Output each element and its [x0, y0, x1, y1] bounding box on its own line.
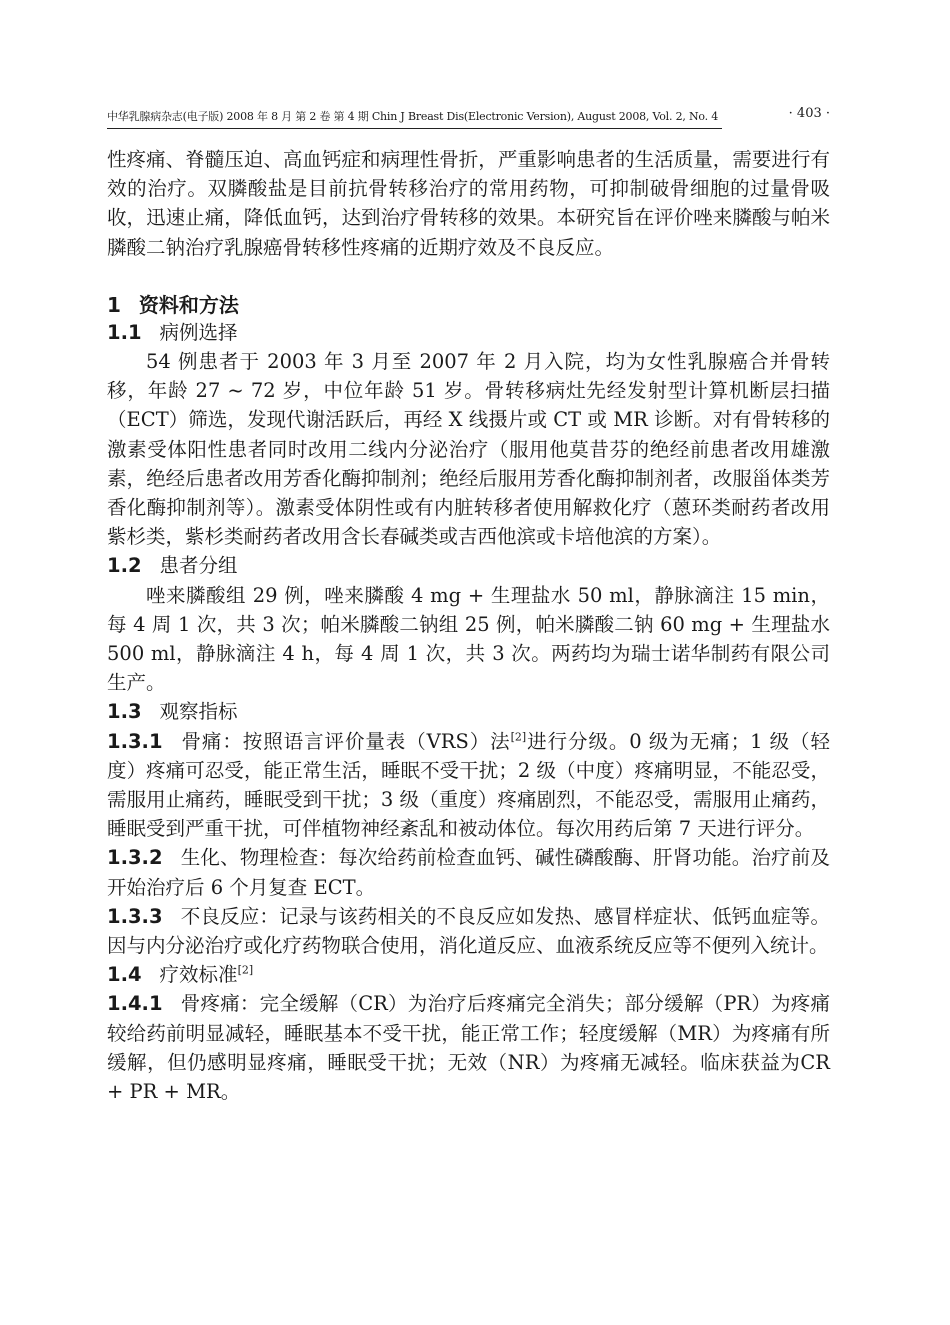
- section-heading-1: [107, 292, 830, 318]
- subsection-title: 病例选择: [159, 320, 238, 344]
- subsection-heading-1-1: [107, 318, 830, 347]
- subsection-heading-1-4: [107, 960, 830, 989]
- bone-pain-grading-text: 进行分级。0 级为无痛；1 级（轻度）疼痛可忍受，能正常生活，睡眠不受干扰；2 级（中度）疼痛明显，不能忍受，需服用止痛药，睡眠受到干扰；3 级（重度）疼痛剧烈，不能忍受，需服用止痛药，睡眠受到严重干扰，可伴植物神经紊乱和被动体位。每次用药后第 7 天进行评分。: [107, 729, 830, 841]
- section-number: 1: [107, 292, 121, 317]
- subsection-number: 1.2: [107, 554, 142, 578]
- subsection-number: 1.4: [107, 963, 142, 987]
- subsection-heading-1-3: [107, 697, 830, 726]
- subsection-number: 1.1: [107, 320, 142, 344]
- page-number: · 403 ·: [788, 106, 830, 121]
- intro-paragraph: 性疼痛、脊髓压迫、高血钙症和病理性骨折，严重影响患者的生活质量，需要进行有效的治疗。双膦酸盐是目前抗骨转移治疗的常用药物，可抑制破骨细胞的过量骨吸收，迅速止痛，降低血钙，达到治疗骨转移的效果。本研究旨在评价唑来膦酸与帕米膦酸二钠治疗乳腺癌骨转移性疼痛的近期疗效及不良反应。: [107, 148, 830, 259]
- citation-ref: [2]: [510, 730, 527, 744]
- efficacy-criteria-text: 骨疼痛：完全缓解（CR）为治疗后疼痛完全消失；部分缓解（PR）为疼痛较给药前明显减轻，睡眠基本不受干扰，能正常工作；轻度缓解（MR）为疼痛有所缓解，但仍感明显疼痛，睡眠受干扰；无效（NR）为疼痛无减轻。临床获益为CR + PR + MR。: [107, 992, 830, 1104]
- section-title: 资料和方法: [138, 292, 239, 317]
- subsection-title: 观察指标: [159, 700, 238, 724]
- subsection-title: 疗效标准: [159, 963, 238, 987]
- item-number: 1.3.3: [107, 904, 163, 928]
- paragraph-1-3-3: [107, 902, 830, 960]
- item-number: 1.4.1: [107, 992, 163, 1016]
- item-number: 1.3.1: [107, 729, 163, 753]
- running-header: [107, 106, 830, 126]
- case-selection-paragraph: 54 例患者于 2003 年 3 月至 2007 年 2 月入院，均为女性乳腺癌合并骨转移，年龄 27 ~ 72 岁，中位年龄 51 岁。骨转移病灶先经发射型计算机断层扫描（ECT）筛选，发现代谢活跃后，再经 X 线摄片或 CT 或 MR 诊断。对有骨转移的激素受体阳性患者同时改用二线内分泌治疗（服用他莫昔芬的绝经前患者改用雄激素，绝经后患者改用芳香化酶抑制剂；绝经后服用芳香化酶抑制剂者，改服甾体类芳香化酶抑制剂等）。激素受体阴性或有内脏转移者使用解救化疗（蒽环类耐药者改用紫杉类，紫杉类耐药者改用含长春碱类或吉西他滨或卡培他滨的方案）。: [107, 350, 830, 549]
- subsection-title: 患者分组: [159, 554, 238, 578]
- subsection-number: 1.3: [107, 700, 142, 724]
- item-number: 1.3.2: [107, 846, 163, 870]
- lab-exam-text: 生化、物理检查：每次给药前检查血钙、碱性磷酸酶、肝肾功能。治疗前及开始治疗后 6 个月复查 ECT。: [107, 846, 830, 899]
- paragraph-1-4-1: [107, 989, 830, 1106]
- bone-pain-lead: 骨痛：按照语言评价量表（VRS）法: [180, 729, 511, 753]
- paragraph-1-3-1: [107, 727, 830, 844]
- subsection-heading-1-2: [107, 551, 830, 580]
- paragraph-1-3-2: [107, 843, 830, 901]
- adverse-reaction-text: 不良反应：记录与该药相关的不良反应如发热、感冒样症状、低钙血症等。因与内分泌治疗或化疗药物联合使用，消化道反应、血液系统反应等不便列入统计。: [107, 904, 830, 958]
- grouping-paragraph: 唑来膦酸组 29 例，唑来膦酸 4 mg + 生理盐水 50 ml，静脉滴注 15 min，每 4 周 1 次，共 3 次；帕米膦酸二钠组 25 例，帕米膦酸二钠 60 mg + 生理盐水 500 ml，静脉滴注 4 h，每 4 周 1 次，共 3 次。两药均为瑞士诺华制药有限公司生产。: [107, 583, 830, 695]
- citation-ref: [2]: [237, 963, 254, 977]
- header-rule: [107, 128, 722, 129]
- article-body: [107, 145, 830, 1106]
- journal-citation: 中华乳腺病杂志(电子版) 2008 年 8 月 第 2 卷 第 4 期 Chin J Breast Dis(Electronic Version), August 2008, Vol. 2, No. 4: [107, 110, 719, 123]
